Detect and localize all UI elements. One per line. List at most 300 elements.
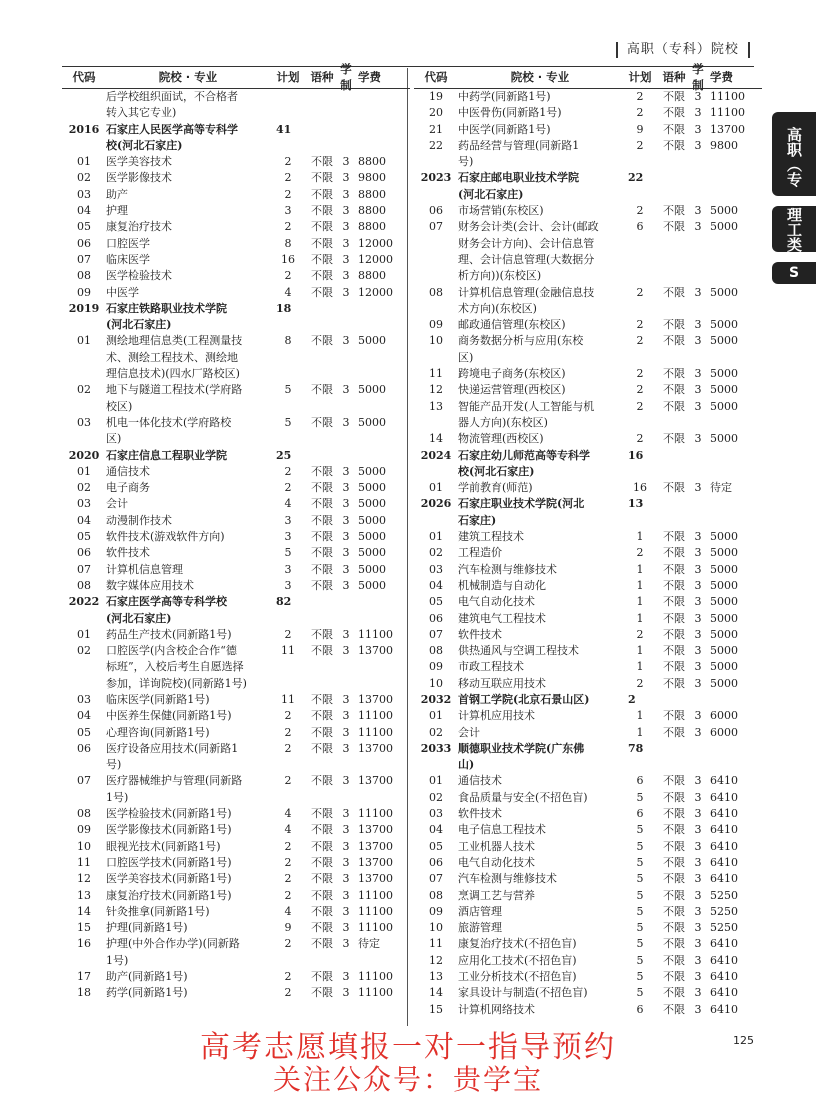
- cell-code: 04: [77, 709, 91, 723]
- cell-years: [690, 252, 706, 268]
- cell-lang: 不限: [663, 774, 685, 788]
- cell-years: [690, 692, 706, 708]
- cell-name: 标班”，入校后考生自愿选择: [106, 660, 244, 674]
- cell-plan: 5: [284, 546, 292, 560]
- cell-name: 市政工程技术: [458, 660, 524, 674]
- major-row: [62, 366, 410, 382]
- cell-plan: 3: [284, 204, 292, 218]
- cell-years: 3: [342, 839, 350, 853]
- cell-lang: 不限: [663, 709, 685, 723]
- cell-lang: [658, 464, 690, 480]
- cell-code: 07: [77, 562, 91, 576]
- cell-fee: [706, 496, 758, 512]
- cell-lang: [306, 138, 338, 154]
- cell-plan: 2: [284, 888, 292, 902]
- header-code: 代码: [72, 70, 96, 84]
- cell-code: 09: [429, 904, 443, 918]
- cell-fee: 6410: [710, 970, 738, 984]
- cell-name: 供热通风与空调工程技术: [458, 644, 579, 658]
- cell-plan: 82: [276, 595, 292, 609]
- cell-lang: [658, 154, 690, 170]
- cell-code: [62, 659, 106, 675]
- cell-fee: 11100: [358, 986, 393, 1000]
- cell-code: [62, 431, 106, 447]
- cell-fee: 11100: [358, 904, 393, 918]
- cell-name: 电子信息工程技术: [458, 823, 546, 837]
- cell-fee: 13700: [358, 855, 393, 869]
- cell-plan: [622, 236, 658, 252]
- cell-years: 3: [342, 285, 350, 299]
- major-row: [414, 1002, 762, 1018]
- school-row: [62, 317, 410, 333]
- cell-code: 11: [77, 855, 91, 869]
- cell-plan: 3: [284, 578, 292, 592]
- cell-years: 3: [342, 334, 350, 348]
- cell-lang: [658, 187, 690, 203]
- cell-plan: 2: [636, 334, 644, 348]
- major-row: [414, 219, 762, 235]
- cell-code: 01: [429, 481, 443, 495]
- cell-name: 商务数据分析与应用(东校: [458, 334, 584, 348]
- cell-years: 3: [694, 106, 702, 120]
- cell-plan: [270, 105, 306, 121]
- cell-name: 口腔医学(内含校企合作“德: [106, 644, 237, 658]
- cell-name: 学前教育(师范): [458, 481, 533, 495]
- cell-lang: [306, 122, 338, 138]
- cell-years: 3: [694, 921, 702, 935]
- cell-fee: 9800: [358, 171, 386, 185]
- cell-name: 烹调工艺与营养: [458, 888, 535, 902]
- cell-code: 14: [77, 904, 91, 918]
- cell-fee: 8800: [358, 187, 386, 201]
- cell-fee: 5000: [710, 595, 738, 609]
- cell-plan: [270, 676, 306, 692]
- cell-fee: 6410: [710, 937, 738, 951]
- cell-lang: 不限: [311, 709, 333, 723]
- cell-years: [690, 464, 706, 480]
- cell-code: 03: [429, 807, 443, 821]
- cell-lang: [306, 105, 338, 121]
- cell-code: [62, 317, 106, 333]
- cell-years: 3: [694, 872, 702, 886]
- cell-code: 2019: [68, 301, 100, 315]
- major-row: [414, 382, 762, 398]
- cell-code: 05: [429, 595, 443, 609]
- cell-plan: [622, 415, 658, 431]
- major-row: [62, 545, 410, 561]
- cell-plan: 1: [636, 595, 644, 609]
- cell-plan: 1: [636, 578, 644, 592]
- cell-lang: 不限: [663, 481, 685, 495]
- cell-plan: 11: [281, 644, 295, 658]
- cell-plan: 16: [628, 448, 644, 462]
- cell-name: 智能产品开发(人工智能与机: [458, 399, 595, 413]
- cell-years: [690, 448, 706, 464]
- cell-plan: 9: [284, 921, 292, 935]
- cell-lang: 不限: [311, 888, 333, 902]
- cell-name: 医学检验技术(同新路1号): [106, 807, 232, 821]
- cell-lang: 不限: [663, 562, 685, 576]
- cell-code: 20: [429, 106, 443, 120]
- major-row: [62, 692, 410, 708]
- cell-years: 3: [342, 627, 350, 641]
- cell-name: (河北石家庄): [458, 187, 524, 201]
- major-row: [414, 790, 762, 806]
- major-row: [414, 529, 762, 545]
- cell-code: 04: [77, 513, 91, 527]
- cell-name: 汽车检测与维修技术: [458, 562, 557, 576]
- cell-years: 3: [342, 562, 350, 576]
- cell-lang: 不限: [311, 644, 333, 658]
- cell-lang: 不限: [311, 921, 333, 935]
- header-lang: 语种: [310, 70, 334, 84]
- cell-lang: 不限: [311, 904, 333, 918]
- cell-lang: 不限: [663, 285, 685, 299]
- cell-years: [338, 659, 354, 675]
- cell-years: 3: [342, 774, 350, 788]
- cell-code: 11: [429, 937, 443, 951]
- cell-name: 口腔医学技术(同新路1号): [106, 855, 232, 869]
- cell-years: [338, 594, 354, 610]
- cell-code: [62, 105, 106, 121]
- cell-code: [414, 757, 458, 773]
- cell-code: 17: [77, 970, 91, 984]
- cell-name: 术方向)(东校区): [458, 301, 537, 315]
- cell-fee: 5000: [710, 627, 738, 641]
- cell-fee: 8800: [358, 220, 386, 234]
- cell-fee: [706, 236, 758, 252]
- school-row: [62, 594, 410, 610]
- major-row: [414, 676, 762, 692]
- cell-name: (河北石家庄): [106, 318, 172, 332]
- cell-years: [338, 122, 354, 138]
- cell-name: 1号): [106, 790, 129, 804]
- cell-code: 21: [429, 122, 443, 136]
- cell-years: 3: [694, 334, 702, 348]
- cell-name: 机械制造与自动化: [458, 578, 546, 592]
- cell-code: 06: [77, 741, 91, 755]
- cell-plan: 1: [636, 709, 644, 723]
- cell-fee: 5000: [710, 578, 738, 592]
- cell-plan: 5: [636, 872, 644, 886]
- cell-lang: 不限: [663, 204, 685, 218]
- cell-fee: 6410: [710, 872, 738, 886]
- cell-fee: 待定: [358, 937, 380, 951]
- cell-code: 13: [429, 970, 443, 984]
- cell-plan: 2: [284, 709, 292, 723]
- cell-lang: [306, 350, 338, 366]
- cell-name: 应用化工技术(不招色盲): [458, 953, 577, 967]
- cell-name: 校(河北石家庄): [458, 464, 535, 478]
- major-row: [62, 708, 410, 724]
- cell-years: 3: [694, 644, 702, 658]
- header-fee: 学费: [710, 70, 733, 84]
- cell-code: [414, 301, 458, 317]
- cell-code: 07: [429, 627, 443, 641]
- cell-fee: 5000: [710, 399, 738, 413]
- cell-fee: 5000: [710, 546, 738, 560]
- cell-code: [414, 350, 458, 366]
- cell-lang: 不限: [311, 204, 333, 218]
- cell-name: 医疗器械维护与管理(同新路: [106, 774, 243, 788]
- cell-years: 3: [694, 90, 702, 103]
- major-row: [62, 936, 410, 952]
- cell-years: 3: [342, 741, 350, 755]
- cell-lang: 不限: [311, 187, 333, 201]
- cell-fee: 8800: [358, 269, 386, 283]
- cell-fee: 11100: [710, 90, 745, 103]
- cell-lang: 不限: [663, 676, 685, 690]
- cell-name: 首钢工学院(北京石景山区): [458, 692, 590, 706]
- major-row: [414, 236, 762, 252]
- cell-code: [62, 676, 106, 692]
- cell-name: 石家庄职业技术学院(河北: [458, 497, 585, 511]
- cell-fee: [706, 187, 758, 203]
- side-tabs: [741, 112, 816, 294]
- cell-lang: [658, 236, 690, 252]
- cell-plan: 2: [284, 464, 292, 478]
- cell-plan: 3: [284, 513, 292, 527]
- cell-fee: [354, 676, 406, 692]
- cell-years: 3: [694, 546, 702, 560]
- cell-fee: [354, 366, 406, 382]
- cell-years: [338, 366, 354, 382]
- cell-name: 校(河北石家庄): [106, 138, 183, 152]
- cell-fee: 5000: [358, 578, 386, 592]
- major-row: [62, 578, 410, 594]
- cell-name: 临床医学(同新路1号): [106, 692, 210, 706]
- major-row: [414, 611, 762, 627]
- cell-years: [338, 676, 354, 692]
- cell-lang: [306, 659, 338, 675]
- cell-name: 中医骨伤(同新路1号): [458, 106, 562, 120]
- major-row: [62, 773, 410, 789]
- major-row: [414, 985, 762, 1001]
- cell-name: 后学校组织面试，不合格者: [106, 90, 238, 103]
- major-row: [414, 822, 762, 838]
- cell-plan: [622, 301, 658, 317]
- cell-fee: 11100: [358, 970, 393, 984]
- cell-years: [338, 611, 354, 627]
- cell-lang: [658, 268, 690, 284]
- cell-fee: [706, 301, 758, 317]
- cell-fee: [354, 790, 406, 806]
- cell-years: [338, 399, 354, 415]
- cell-code: 03: [77, 415, 91, 429]
- major-row: [414, 268, 762, 284]
- major-row: [414, 920, 762, 936]
- cell-years: 3: [694, 823, 702, 837]
- cell-plan: 1: [636, 530, 644, 544]
- cell-name: 食品质量与安全(不招色盲): [458, 790, 588, 804]
- cell-fee: 5000: [710, 285, 738, 299]
- cell-plan: 5: [636, 937, 644, 951]
- cell-plan: 5: [636, 986, 644, 1000]
- cell-code: 04: [77, 204, 91, 218]
- major-row: [62, 268, 410, 284]
- cell-plan: 5: [636, 970, 644, 984]
- cell-code: 10: [77, 839, 91, 853]
- cell-name: 转入其它专业): [106, 106, 177, 120]
- header-years: 学制: [692, 62, 704, 92]
- cell-years: [338, 105, 354, 121]
- cell-years: [690, 496, 706, 512]
- cell-name: 医学美容技术: [106, 155, 172, 169]
- cell-years: 3: [694, 855, 702, 869]
- cell-plan: 5: [636, 823, 644, 837]
- major-row: [62, 969, 410, 985]
- cell-years: [338, 757, 354, 773]
- cell-fee: 5000: [358, 464, 386, 478]
- watermark-line-2: 关注公众号：贵学宝: [272, 1063, 543, 1096]
- cell-plan: 9: [636, 122, 644, 136]
- cell-name: 心理咨询(同新路1号): [106, 725, 210, 739]
- major-row: [414, 350, 762, 366]
- cell-name: 计算机信息管理: [106, 562, 183, 576]
- cell-code: 06: [429, 204, 443, 218]
- major-row: [414, 562, 762, 578]
- school-row: [62, 122, 410, 138]
- cell-code: 2026: [420, 497, 452, 511]
- cell-name: (河北石家庄): [106, 611, 172, 625]
- cell-fee: 6000: [710, 709, 738, 723]
- header-title: 高职（专科）院校: [626, 42, 739, 57]
- cell-name: 工业分析技术(不招色盲): [458, 970, 577, 984]
- cell-plan: 2: [636, 627, 644, 641]
- cell-lang: 不限: [311, 269, 333, 283]
- major-row: [62, 285, 410, 301]
- cell-name: 市场营销(东校区): [458, 204, 544, 218]
- cell-plan: 5: [636, 855, 644, 869]
- cell-lang: 不限: [663, 318, 685, 332]
- cell-years: [690, 757, 706, 773]
- cell-code: 10: [429, 921, 443, 935]
- cell-lang: [306, 676, 338, 692]
- cell-code: 01: [429, 530, 443, 544]
- cell-name: 参加，详询院校)(同新路1号): [106, 676, 247, 690]
- cell-years: 3: [694, 627, 702, 641]
- cell-code: 08: [77, 578, 91, 592]
- cell-lang: 不限: [311, 627, 333, 641]
- left-column: [62, 62, 410, 1002]
- cell-years: 3: [694, 399, 702, 413]
- cell-fee: [354, 431, 406, 447]
- cell-lang: [306, 399, 338, 415]
- cell-lang: 不限: [663, 578, 685, 592]
- cell-lang: 不限: [311, 383, 333, 397]
- cell-code: 12: [429, 953, 443, 967]
- cell-name: 酒店管理: [458, 904, 502, 918]
- cell-code: 09: [77, 823, 91, 837]
- cell-fee: [354, 350, 406, 366]
- cell-years: 3: [694, 611, 702, 625]
- cell-lang: 不限: [311, 481, 333, 495]
- cell-plan: 22: [628, 171, 644, 185]
- cell-lang: 不限: [311, 807, 333, 821]
- major-row: [62, 236, 410, 252]
- major-row: [62, 888, 410, 904]
- cell-years: 3: [694, 888, 702, 902]
- cell-name: 电气自动化技术: [458, 595, 535, 609]
- cell-code: [414, 415, 458, 431]
- cell-name: 石家庄信息工程职业学院: [106, 448, 227, 462]
- major-row: [414, 122, 762, 138]
- cell-years: 3: [694, 790, 702, 804]
- cell-plan: [270, 659, 306, 675]
- cell-years: 3: [694, 383, 702, 397]
- cell-code: 2020: [68, 448, 100, 462]
- cell-code: 02: [77, 481, 91, 495]
- cell-plan: 2: [284, 269, 292, 283]
- cell-code: 16: [77, 937, 91, 951]
- cell-fee: [354, 953, 406, 969]
- cell-years: 3: [694, 481, 702, 495]
- cell-fee: 13700: [358, 872, 393, 886]
- cell-fee: 11100: [358, 921, 393, 935]
- cell-name: 医疗设备应用技术(同新路1: [106, 741, 239, 755]
- school-row: [62, 301, 410, 317]
- major-row: [62, 154, 410, 170]
- cell-code: 08: [429, 888, 443, 902]
- cell-name: 眼视光技术(同新路1号): [106, 839, 221, 853]
- cell-name: 汽车检测与维修技术: [458, 872, 557, 886]
- cell-years: 3: [694, 595, 702, 609]
- cell-fee: 6410: [710, 855, 738, 869]
- cell-fee: 6410: [710, 807, 738, 821]
- page-number: 125: [733, 1034, 754, 1047]
- cell-fee: [706, 170, 758, 186]
- side-tab-letter: S: [772, 262, 816, 284]
- cell-plan: 2: [636, 106, 644, 120]
- cell-plan: 11: [281, 692, 295, 706]
- cell-years: 3: [694, 220, 702, 234]
- cell-name: 区): [106, 432, 122, 446]
- cell-plan: [270, 89, 306, 105]
- cell-years: 3: [342, 204, 350, 218]
- cell-years: [690, 415, 706, 431]
- cell-years: [690, 741, 706, 757]
- cell-plan: [622, 757, 658, 773]
- cell-fee: 12000: [358, 236, 393, 250]
- cell-name: 计算机网络技术: [458, 1002, 535, 1016]
- cell-name: 移动互联应用技术: [458, 676, 546, 690]
- cell-years: 3: [694, 530, 702, 544]
- page-header: [612, 38, 754, 58]
- cell-fee: [706, 692, 758, 708]
- cell-lang: 不限: [311, 236, 333, 250]
- cell-lang: 不限: [311, 692, 333, 706]
- major-row: [62, 627, 410, 643]
- cell-years: 3: [694, 138, 702, 152]
- cell-plan: [270, 399, 306, 415]
- cell-fee: 5000: [358, 497, 386, 511]
- cell-lang: 不限: [311, 530, 333, 544]
- cell-name: 助产(同新路1号): [106, 970, 188, 984]
- cell-lang: 不限: [311, 839, 333, 853]
- cell-plan: 2: [284, 741, 292, 755]
- major-row: [414, 105, 762, 121]
- cell-plan: [270, 431, 306, 447]
- major-row: [414, 301, 762, 317]
- cell-code: 22: [429, 138, 443, 152]
- cell-lang: 不限: [663, 855, 685, 869]
- cell-years: 3: [342, 644, 350, 658]
- cell-name: 软件技术: [458, 627, 502, 641]
- cell-code: [414, 252, 458, 268]
- cell-lang: 不限: [663, 595, 685, 609]
- major-row: [414, 317, 762, 333]
- cell-plan: 2: [636, 546, 644, 560]
